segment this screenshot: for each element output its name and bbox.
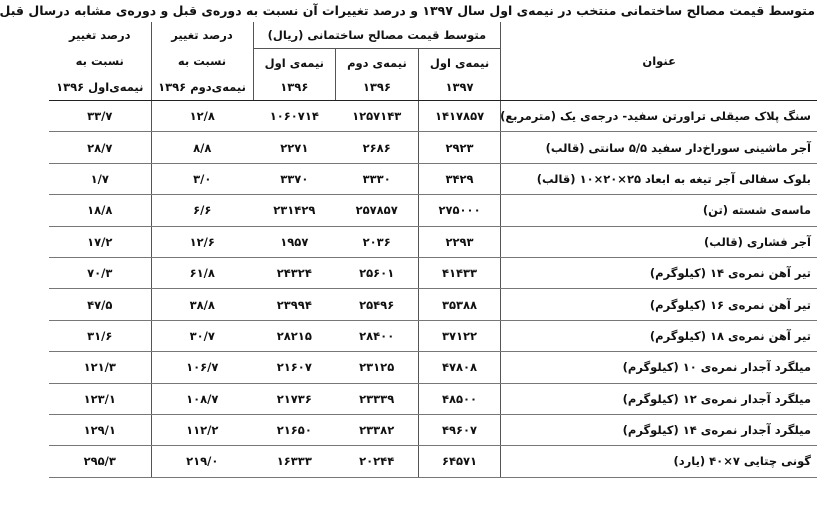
table-row bbox=[49, 352, 817, 383]
header-text: ۱۳۹۶ bbox=[280, 79, 309, 94]
table-row bbox=[49, 132, 817, 163]
price-h1-1397: ۳۴۲۹ bbox=[418, 163, 501, 194]
table-row bbox=[49, 414, 817, 445]
header-title: عنوان bbox=[501, 22, 817, 101]
pct-change-vs-h2-1396: ۲۱۹/۰ bbox=[151, 446, 253, 477]
price-h1-1397: ۴۷۸۰۸ bbox=[418, 352, 501, 383]
pct-change-vs-h1-1396: ۱/۷ bbox=[49, 163, 151, 194]
pct-change-vs-h2-1396: ۳۸/۸ bbox=[151, 289, 253, 320]
header-text: نیمه‌ی‌دوم ۱۳۹۶ bbox=[158, 80, 246, 94]
table-row bbox=[49, 383, 817, 414]
price-h1-1396: ۲۱۷۳۶ bbox=[253, 383, 336, 414]
price-h1-1397: ۶۴۵۷۱ bbox=[418, 446, 501, 477]
table-row bbox=[49, 101, 817, 132]
pct-change-vs-h2-1396: ۱۲/۸ bbox=[151, 101, 253, 132]
price-h2-1396: ۲۳۳۸۲ bbox=[336, 414, 419, 445]
pct-change-vs-h1-1396: ۲۹۵/۳ bbox=[49, 446, 151, 477]
pct-change-vs-h1-1396: ۱۲۱/۳ bbox=[49, 352, 151, 383]
pct-change-vs-h1-1396: ۱۷/۲ bbox=[49, 226, 151, 257]
item-title: میلگرد آجدار نمره‌ی ۱۰ (کیلوگرم) bbox=[501, 352, 817, 383]
price-h1-1397: ۲۷۵۰۰۰ bbox=[418, 195, 501, 226]
pct-change-vs-h1-1396: ۱۸/۸ bbox=[49, 195, 151, 226]
header-text: ۱۳۹۷ bbox=[445, 79, 474, 94]
price-h2-1396: ۲۶۸۶ bbox=[336, 132, 419, 163]
price-h2-1396: ۲۳۱۲۵ bbox=[336, 352, 419, 383]
price-h1-1396: ۱۰۶۰۷۱۴ bbox=[253, 101, 336, 132]
price-h2-1396: ۲۸۴۰۰ bbox=[336, 320, 419, 351]
item-title: سنگ پلاک صیقلی تراورتن سفید- درجه‌ی یک (مترمربع) bbox=[501, 101, 817, 132]
price-h1-1396: ۲۳۱۴۲۹ bbox=[253, 195, 336, 226]
item-title: تیر آهن نمره‌ی ۱۴ (کیلوگرم) bbox=[501, 257, 817, 288]
price-h1-1396: ۲۳۹۹۴ bbox=[253, 289, 336, 320]
price-h1-1397: ۲۲۹۳ bbox=[418, 226, 501, 257]
pct-change-vs-h1-1396: ۳۳/۷ bbox=[49, 101, 151, 132]
price-h1-1397: ۴۹۶۰۷ bbox=[418, 414, 501, 445]
price-h1-1397: ۱۴۱۷۸۵۷ bbox=[418, 101, 501, 132]
item-title: تیر آهن نمره‌ی ۱۶ (کیلوگرم) bbox=[501, 289, 817, 320]
pct-change-vs-h1-1396: ۴۷/۵ bbox=[49, 289, 151, 320]
header-pct-vs-h1-1396 bbox=[49, 22, 151, 101]
price-h2-1396: ۱۲۵۷۱۴۳ bbox=[336, 101, 419, 132]
header-h2-1396 bbox=[336, 49, 419, 101]
price-h1-1396: ۲۱۶۰۷ bbox=[253, 352, 336, 383]
price-table bbox=[49, 22, 817, 478]
price-h1-1396: ۱۹۵۷ bbox=[253, 226, 336, 257]
pct-change-vs-h1-1396: ۱۲۳/۱ bbox=[49, 383, 151, 414]
price-h1-1396: ۲۲۷۱ bbox=[253, 132, 336, 163]
header-text: نیمه‌ی اول bbox=[264, 55, 324, 70]
price-h1-1397: ۳۵۳۸۸ bbox=[418, 289, 501, 320]
price-h2-1396: ۲۳۳۳۹ bbox=[336, 383, 419, 414]
pct-change-vs-h1-1396: ۱۲۹/۱ bbox=[49, 414, 151, 445]
item-title: تیر آهن نمره‌ی ۱۸ (کیلوگرم) bbox=[501, 320, 817, 351]
price-h1-1396: ۲۴۳۲۴ bbox=[253, 257, 336, 288]
header-text: نیمه‌ی دوم bbox=[347, 55, 407, 70]
table-caption: متوسط قیمت مصالح ساختمانی منتخب در نیمه‌ی اول سال ۱۳۹۷ و درصد تغییرات آن نسبت به دوره‌ی قبل و دوره‌ی مشابه درسال قبل bbox=[0, 3, 815, 18]
pct-change-vs-h2-1396: ۱۲/۶ bbox=[151, 226, 253, 257]
item-title: گونی چتایی ۷×۴۰ (یارد) bbox=[501, 446, 817, 477]
item-title: آجر فشاری (قالب) bbox=[501, 226, 817, 257]
header-pct-vs-h2-1396 bbox=[151, 22, 253, 101]
table-row bbox=[49, 163, 817, 194]
price-h1-1397: ۲۹۲۳ bbox=[418, 132, 501, 163]
pct-change-vs-h2-1396: ۱۰۸/۷ bbox=[151, 383, 253, 414]
header-text: ۱۳۹۶ bbox=[362, 79, 391, 94]
pct-change-vs-h2-1396: ۳۰/۷ bbox=[151, 320, 253, 351]
price-h2-1396: ۲۰۲۴۴ bbox=[336, 446, 419, 477]
header-text: نیمه‌ی اول bbox=[429, 55, 490, 70]
header-text: نیمه‌ی‌اول ۱۳۹۶ bbox=[56, 80, 144, 94]
price-h1-1397: ۴۱۴۳۳ bbox=[418, 257, 501, 288]
pct-change-vs-h1-1396: ۲۸/۷ bbox=[49, 132, 151, 163]
item-title: بلوک سفالی آجر تیغه به ابعاد ۲۵×۲۰×۱۰ (قالب) bbox=[501, 163, 817, 194]
table-row bbox=[49, 257, 817, 288]
table-row bbox=[49, 446, 817, 477]
pct-change-vs-h2-1396: ۳/۰ bbox=[151, 163, 253, 194]
price-h2-1396: ۲۰۳۶ bbox=[336, 226, 419, 257]
table-row bbox=[49, 289, 817, 320]
header-text: درصد تغییر bbox=[171, 28, 233, 42]
header-text: نسبت به bbox=[75, 54, 124, 68]
pct-change-vs-h2-1396: ۱۱۲/۲ bbox=[151, 414, 253, 445]
header-text: درصد تغییر bbox=[68, 28, 131, 42]
item-title: میلگرد آجدار نمره‌ی ۱۲ (کیلوگرم) bbox=[501, 383, 817, 414]
table-header bbox=[49, 22, 817, 101]
price-h1-1396: ۲۸۲۱۵ bbox=[253, 320, 336, 351]
header-text: نسبت به bbox=[177, 54, 227, 68]
price-h1-1396: ۲۱۶۵۰ bbox=[253, 414, 336, 445]
pct-change-vs-h2-1396: ۸/۸ bbox=[151, 132, 253, 163]
item-title: آجر ماشینی سوراخ‌دار سفید ۵/۵ سانتی (قالب) bbox=[501, 132, 817, 163]
table-row bbox=[49, 226, 817, 257]
pct-change-vs-h2-1396: ۶/۶ bbox=[151, 195, 253, 226]
table-body bbox=[49, 101, 817, 478]
pct-change-vs-h2-1396: ۶۱/۸ bbox=[151, 257, 253, 288]
header-avg-price: متوسط قیمت مصالح ساختمانی (ریال) bbox=[253, 22, 501, 49]
pct-change-vs-h1-1396: ۳۱/۶ bbox=[49, 320, 151, 351]
price-h2-1396: ۲۵۶۰۱ bbox=[336, 257, 419, 288]
price-h1-1396: ۱۶۳۳۳ bbox=[253, 446, 336, 477]
price-h2-1396: ۳۳۳۰ bbox=[336, 163, 419, 194]
header-h1-1397 bbox=[418, 49, 501, 101]
pct-change-vs-h1-1396: ۷۰/۳ bbox=[49, 257, 151, 288]
table-row bbox=[49, 195, 817, 226]
header-h1-1396 bbox=[253, 49, 336, 101]
price-h1-1397: ۳۷۱۲۲ bbox=[418, 320, 501, 351]
pct-change-vs-h2-1396: ۱۰۶/۷ bbox=[151, 352, 253, 383]
table-row bbox=[49, 320, 817, 351]
price-h1-1396: ۳۳۷۰ bbox=[253, 163, 336, 194]
price-h2-1396: ۲۵۴۹۶ bbox=[336, 289, 419, 320]
item-title: ماسه‌ی شسته (تن) bbox=[501, 195, 817, 226]
price-h1-1397: ۴۸۵۰۰ bbox=[418, 383, 501, 414]
price-h2-1396: ۲۵۷۸۵۷ bbox=[336, 195, 419, 226]
item-title: میلگرد آجدار نمره‌ی ۱۴ (کیلوگرم) bbox=[501, 414, 817, 445]
